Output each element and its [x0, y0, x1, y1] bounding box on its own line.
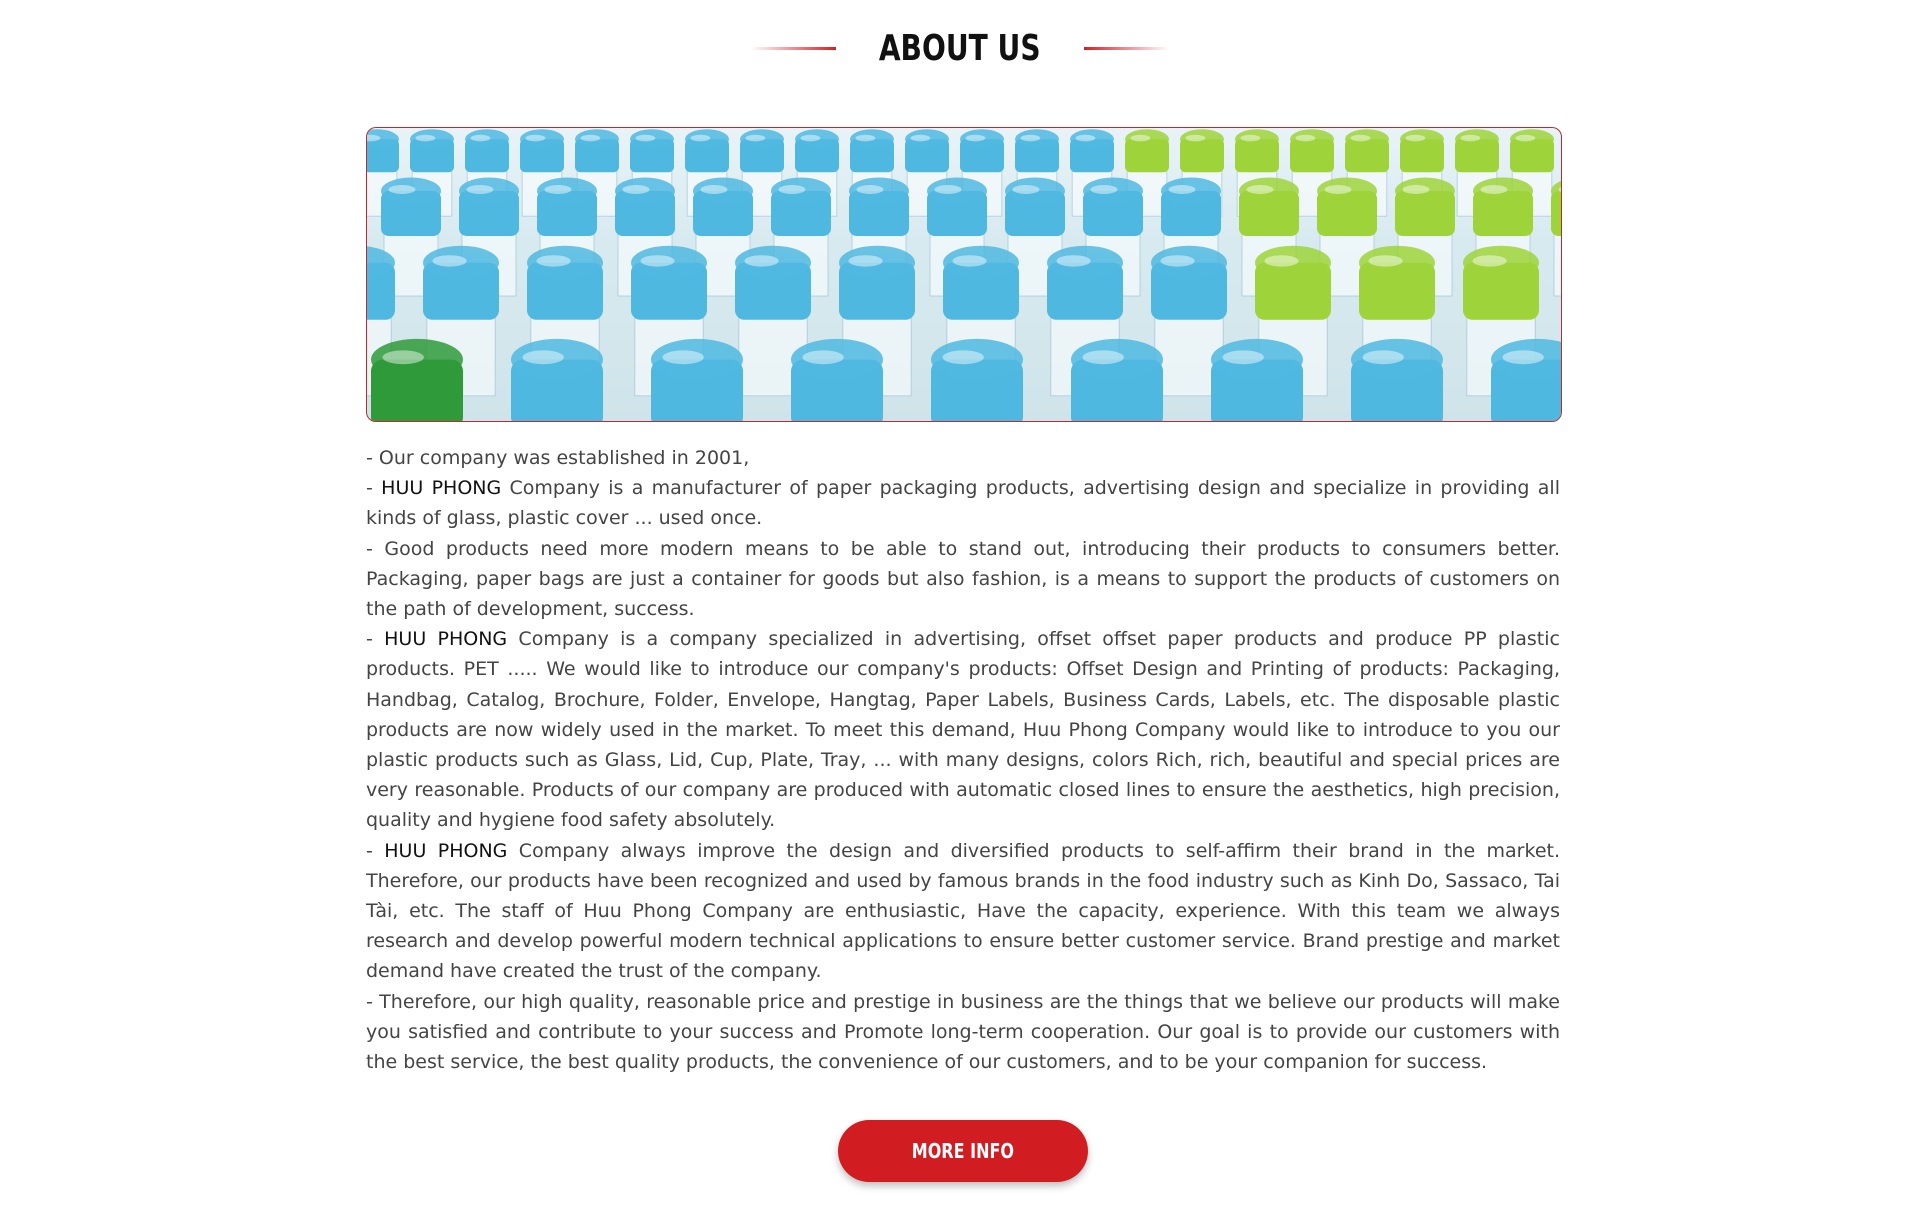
brand-name: HUU PHONG [381, 477, 502, 500]
brand-name: HUU PHONG [384, 839, 508, 862]
brand-name: HUU PHONG [384, 628, 508, 651]
heading-decor-left [751, 47, 836, 50]
paragraph-improve: - HUU PHONG Company always improve the design and diversified products to self-affirm their brand in the market. Therefore, our products have been recognized and used by famous brands in the food industry such as Kinh Do, Sassaco, Tai Tài, etc. The staff of Huu Phong Company are enthusiastic, Have the capacity, experience. With this team we always research and develop powerful modern technical applications to ensure better customer service. Brand prestige and market demand have created the trust of the company. [366, 839, 1561, 983]
section-heading [0, 28, 1920, 69]
banner-image [366, 127, 1562, 422]
paragraph-specialized: - HUU PHONG Company is a company specialized in advertising, offset offset paper products and produce PP plastic products. PET ..... We would like to introduce our company's products: Offset Design and Printing of products: Packaging, Handbag, Catalog, Brochure, Folder, Envelope, Hangtag, Paper Labels, Business Cards, Labels, etc. The disposable plastic products are now widely used in the market. To meet this demand, Huu Phong Company would like to introduce to you our plastic products such as Glass, Lid, Cup, Plate, Tray, ... with many designs, colors Rich, rich, beautiful and special prices are very reasonable. Products of our company are produced with automatic closed lines to ensure the aesthetics, high precision, quality and hygiene food safety absolutely. [366, 628, 1560, 832]
paragraph-good-products: - Good products need more modern means to be able to stand out, introducing their products to consumers better. Packaging, paper bags are just a container for goods but also fashion, is a means to support the products of customers on the path of development, success. [366, 537, 1560, 621]
plastic-bottles-photo [367, 128, 1561, 421]
paragraph-established: - Our company was established in 2001, [366, 447, 750, 469]
page-title: ABOUT US [879, 28, 1041, 69]
more-info-button[interactable]: MORE INFO [838, 1120, 1088, 1182]
about-content [366, 443, 1560, 1077]
paragraph-manufacturer: - HUU PHONG Company is a manufacturer of paper packaging products, advertising design and specialize in providing all kinds of glass, plastic cover ... used once. [366, 477, 1560, 530]
paragraph-therefore: - Therefore, our high quality, reasonable price and prestige in business are the things that we believe our products will make you satisfied and contribute to your success and Promote long-term cooperation. Our goal is to provide our customers with the best service, the best quality products, the convenience of our customers, and to be your companion for success. [366, 990, 1560, 1074]
heading-decor-right [1084, 47, 1169, 50]
